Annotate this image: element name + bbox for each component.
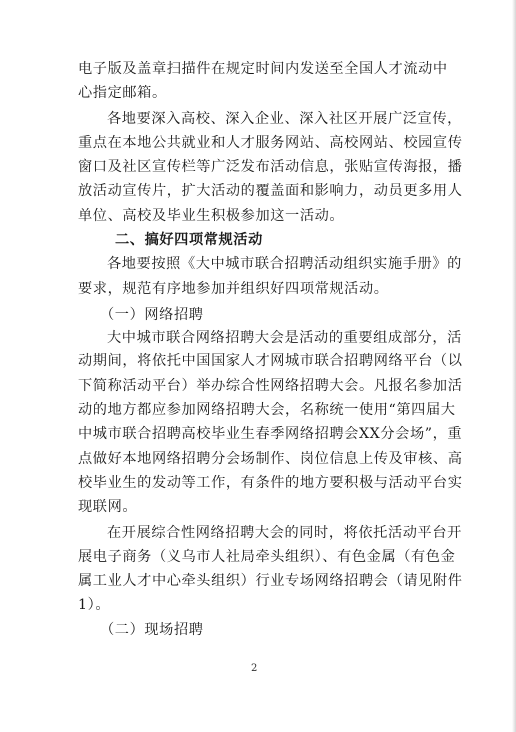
section-heading: 二、搞好四项常规活动 [115, 232, 263, 249]
body-line: 中城市联合招聘高校毕业生春季网络招聘会XX分会场”，重 [78, 426, 463, 443]
body-line: 展电子商务（义乌市人社局牵头组织）、有色金属（有色金 [78, 549, 456, 566]
body-line: 窗口及社区宣传栏等广泛发布活动信息，张贴宣传海报，播 [78, 159, 463, 176]
page-number: 2 [251, 663, 258, 674]
body-line: 放活动宣传片，扩大活动的覆盖面和影响力，动员更多用人 [78, 183, 463, 199]
body-line: 点做好本地网络招聘分会场制作、岗位信息上传及审核、高 [78, 450, 463, 467]
body-line: 重点在本地公共就业和人才服务网站、高校网站、校园宣传 [78, 134, 463, 151]
body-line: 属工业人才中心牵头组织）行业专场网络招聘会（请见附件 [78, 572, 463, 589]
body-line: 现联网。 [78, 499, 138, 516]
subsection-heading: （二）现场招聘 [100, 622, 204, 638]
body-line: 动期间，将依托中国国家人才网城市联合招聘网络平台（以 [78, 353, 463, 370]
body-line: 动的地方都应参加网络招聘大会，名称统一使用“第四届大 [78, 401, 456, 418]
body-line: 电子版及盖章扫描件在规定时间内发送至全国人才流动中 [78, 61, 448, 77]
page-edge [512, 0, 516, 732]
body-line: 下简称活动平台）举办综合性网络招聘大会。凡报名参加活 [78, 377, 463, 394]
body-line: 要求，规范有序地参加并组织好四项常规活动。 [78, 280, 389, 297]
body-line: 各地要深入高校、深入企业、深入社区开展广泛宣传， [107, 111, 462, 127]
body-line: 单位、高校及毕业生积极参加这一活动。 [78, 207, 345, 224]
subsection-heading: （一）网络招聘 [100, 306, 204, 323]
body-line: 大中城市联合网络招聘大会是活动的重要组成部分，活 [107, 329, 462, 346]
body-line: 1）。 [78, 597, 111, 614]
body-line: 在开展综合性网络招聘大会的同时，将依托活动平台开 [107, 524, 462, 541]
body-line: 心指定邮箱。 [78, 84, 167, 101]
body-line: 各地要按照《大中城市联合招聘活动组织实施手册》的 [107, 255, 462, 272]
body-line: 校毕业生的发动等工作，有条件的地方要积极与活动平台实 [78, 474, 463, 491]
